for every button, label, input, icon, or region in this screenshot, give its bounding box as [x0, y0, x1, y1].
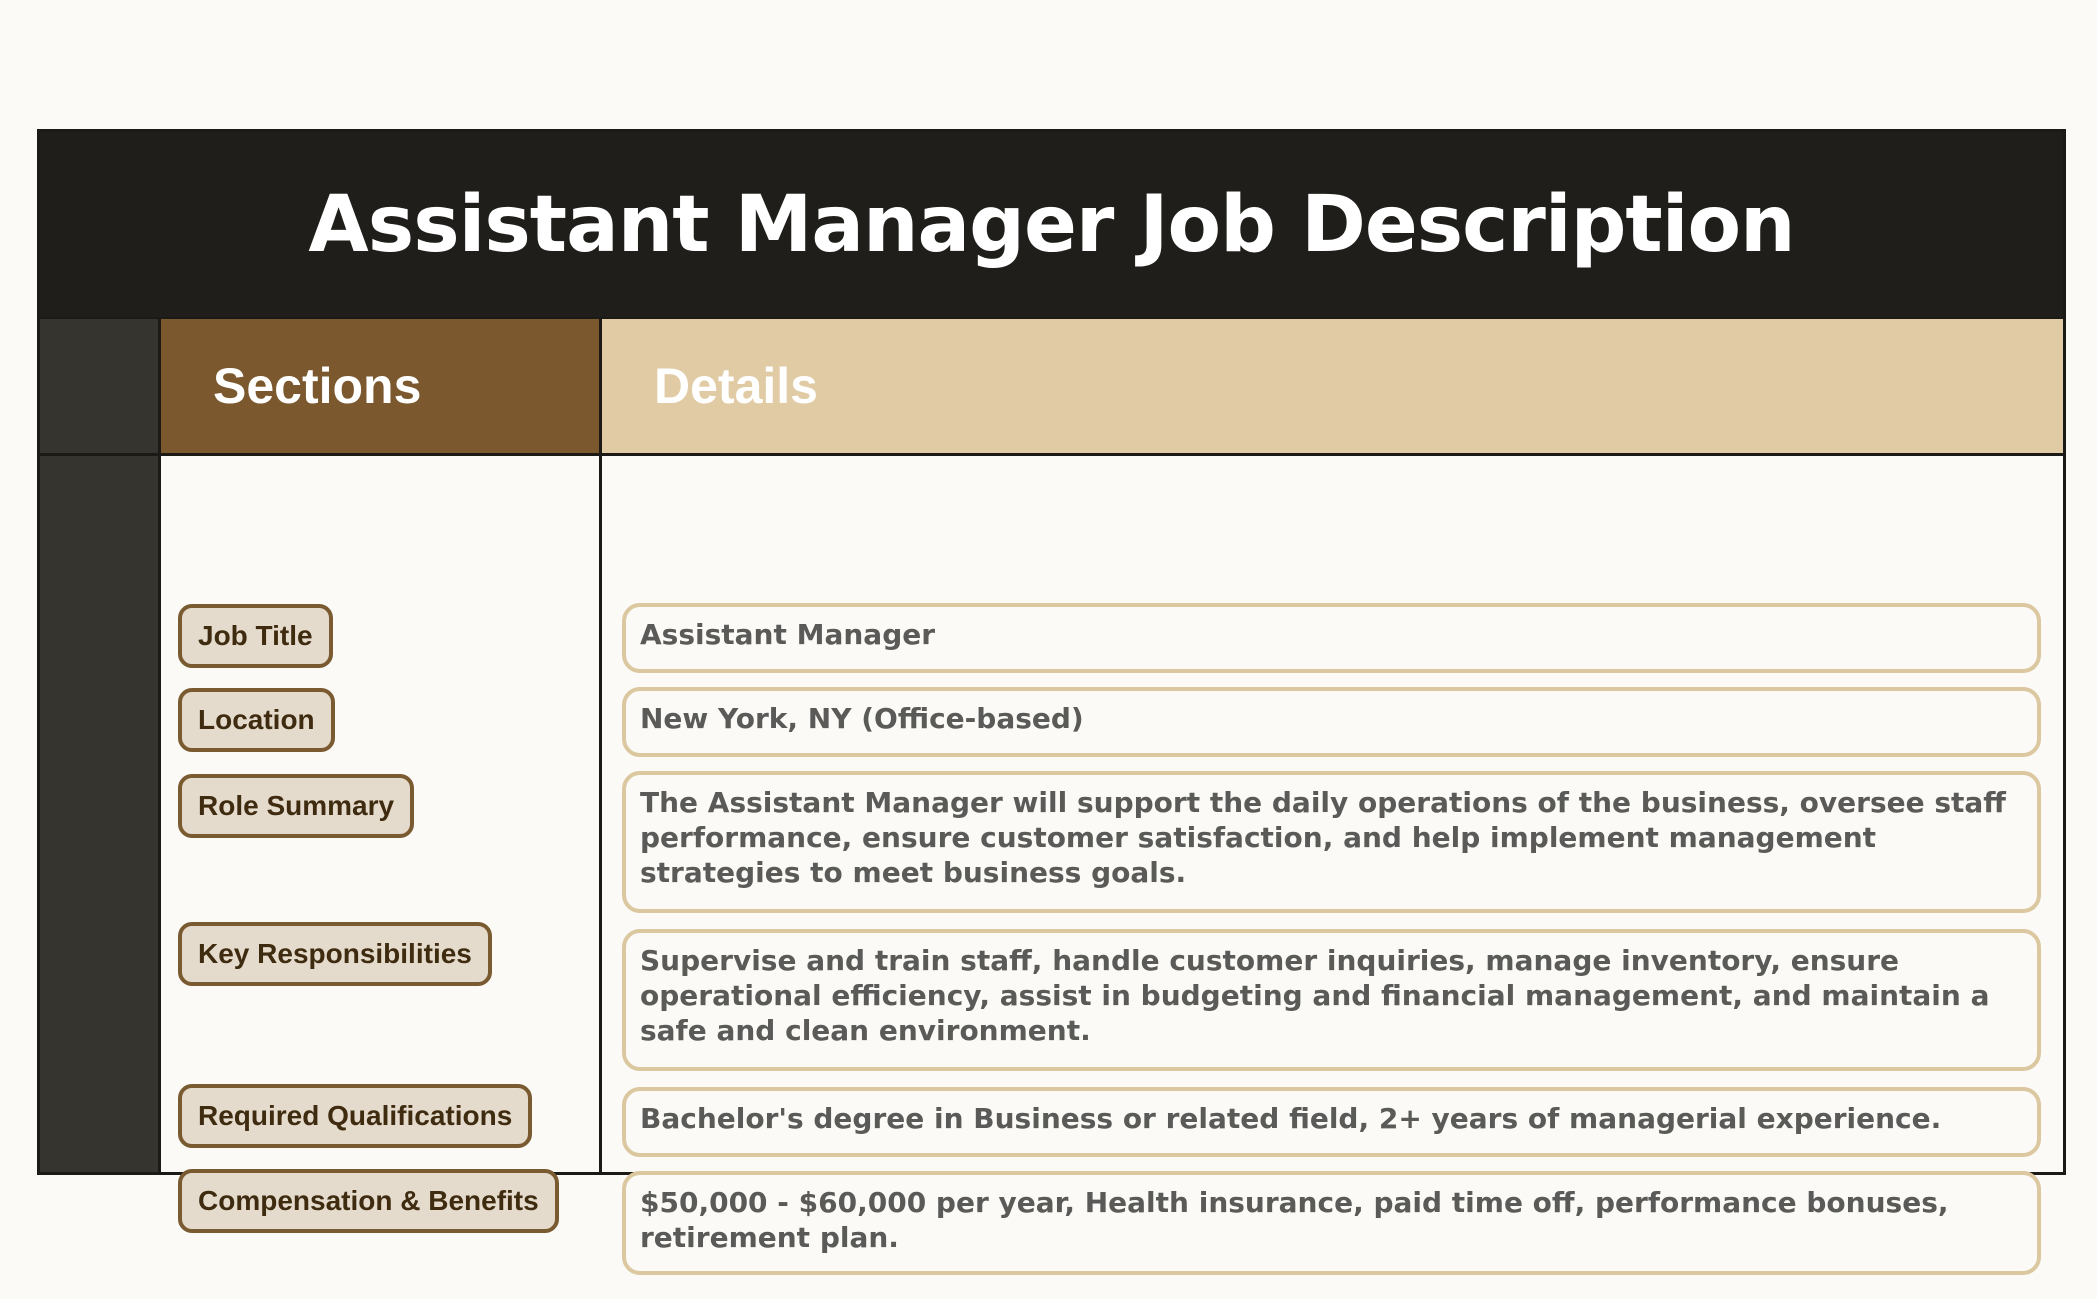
detail-location: New York, NY (Office-based) [622, 687, 2041, 757]
table-header-row [40, 319, 2063, 456]
header-spacer [40, 319, 161, 453]
section-pill-required-qualifications: Required Qualifications [178, 1084, 532, 1148]
details-column [602, 456, 2063, 1254]
title-bar [40, 132, 2063, 319]
details-header [602, 319, 2063, 453]
detail-job-title: Assistant Manager [622, 603, 2041, 673]
section-pill-key-responsibilities: Key Responsibilities [178, 922, 492, 986]
section-pill-location: Location [178, 688, 335, 752]
sections-column [161, 456, 602, 1216]
section-pill-job-title: Job Title [178, 604, 333, 668]
table-body [40, 456, 2063, 1254]
page-title: Assistant Manager Job Description [308, 179, 1795, 270]
job-description-table [37, 129, 2066, 1254]
sections-header-label: Sections [213, 358, 422, 414]
details-header-label: Details [654, 358, 818, 414]
detail-required-qualifications: Bachelor's degree in Business or related field, 2+ years of managerial experience. [622, 1087, 2041, 1157]
section-pill-compensation-benefits: Compensation & Benefits [178, 1169, 559, 1233]
sections-header [161, 319, 602, 453]
detail-role-summary: The Assistant Manager will support the daily operations of the business, oversee staff performance, ensure customer satisfaction, and help implement management strategies to meet business goals. [622, 771, 2041, 913]
detail-key-responsibilities: Supervise and train staff, handle customer inquiries, manage inventory, ensure operational efficiency, assist in budgeting and financial management, and maintain a safe and clean environment. [622, 929, 2041, 1071]
detail-compensation-benefits: $50,000 - $60,000 per year, Health insurance, paid time off, performance bonuses, retirement plan. [622, 1171, 2041, 1275]
section-pill-role-summary: Role Summary [178, 774, 414, 838]
body-spacer [40, 456, 161, 1172]
